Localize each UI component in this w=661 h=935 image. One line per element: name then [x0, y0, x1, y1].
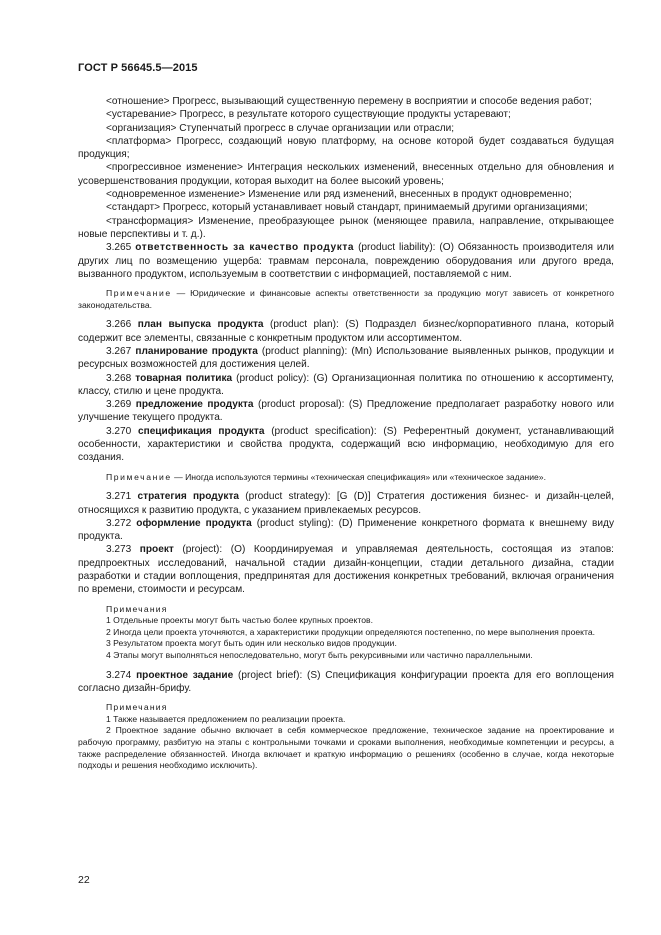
list-item: <одновременное изменение> Изменение или ряд изменений, внесенных в продукт одновременно; [106, 189, 572, 201]
term-name: ответственность за качество продукта [135, 242, 355, 254]
list-item: <трансформация> Изменение, преобразующее рынок (меняющее правила, направление, открывающее новые перспективы и т. д.). [78, 215, 614, 240]
page-number: 22 [78, 874, 90, 886]
term-number: 3.272 [106, 517, 132, 529]
list-item: <платформа> Прогресс, создающий новую платформу, на основе которой будет создаваться будущая продукция; [78, 135, 614, 161]
list-item: <отношение> Прогресс, вызывающий существенную перемену в восприятии и способе ведения работ; [106, 96, 592, 107]
note-item: 2 Иногда цели проекта уточняются, а характеристики продукции определяются постепенно, по мере выполнения проекта. [106, 626, 596, 637]
term-entry-3-273 [78, 543, 614, 596]
term-name: план выпуска продукта [137, 319, 264, 331]
term-number: 3.266 [106, 319, 132, 331]
term-name: оформление продукта [136, 517, 252, 529]
notes-heading: Примечания [106, 603, 168, 614]
note-label: Примечание [106, 471, 172, 482]
term-definition: (product liability): (O) Обязанность производителя или других лиц по возмещению ущерба: травмам персонала, повреждению оборудования или другого вреда, вызванного продуктом, используемым в соответствии с информацией, поставляемой с ним. [78, 242, 615, 280]
term-entry-3-269 [78, 398, 614, 425]
list-item: <организация> Ступенчатый прогресс в случае организации или отрасли; [106, 122, 455, 134]
term-definition: (product plan): (S) Подраздел бизнес/корпоративного плана, который содержит все элементы, связанные с конкретным продуктом или ассортиментом. [78, 319, 614, 344]
term-definition: (project): (O) Координируемая и управляемая деятельность, состоящая из этапов: предпроектных исследований, начальной стадии дизайн-концепции, стадии детального дизайна, стадии разработки и стадии воплощения, предпринятая для достижения конкретных требований, включая ограничения по времени, стоимости и ресурсам. [78, 544, 614, 596]
note-item: 4 Этапы могут выполняться непоследовательно, могут быть рекурсивными или частично параллельными. [106, 649, 533, 660]
term-definition: (product specification): (S) Референтный документ, устанавливающий особенности, характеристики и свойства продукта, содержащий всю информацию, необходимую для его создания. [78, 425, 614, 464]
term-name: планирование продукта [135, 345, 258, 357]
term-name: товарная политика [135, 372, 233, 384]
term-number: 3.270 [106, 425, 132, 437]
term-definition: (product styling): (D) Применение конкретного формата к внешнему виду продукта. [78, 517, 614, 543]
term-entry-3-270 [78, 425, 614, 465]
term-number: 3.268 [106, 372, 132, 384]
term-name: проектное задание [136, 669, 234, 681]
term-definition: (project brief): (S) Спецификация конфигурации проекта для его воплощения согласно дизайн-брифу. [78, 669, 614, 694]
term-number: 3.267 [106, 345, 132, 357]
term-entry-3-271 [78, 490, 614, 517]
notes-heading: Примечания [106, 702, 168, 713]
term-name: проект [139, 544, 174, 556]
term-entry-3-267 [78, 345, 614, 372]
page-content [78, 95, 614, 772]
term-entry-3-274 [78, 669, 614, 696]
note-label: Примечание [106, 288, 172, 299]
note-item: 2 Проектное задание обычно включает в себя коммерческое предложение, техническое задание на проектирование и рабочую программу, разбитую на этапы с контрольными точками и сроками выполнения, необходимые компетенции и ресурсы, а также распределение обязанностей. Иногда включает и краткую информацию о решениях (особенно в случае, когда некоторые подходы и решения необходимо исключить). [78, 725, 614, 771]
term-definition: (product proposal): (S) Предложение предполагает разработку нового или улучшение текущего продукта. [78, 399, 614, 424]
note [78, 472, 614, 484]
term-name: спецификация продукта [137, 425, 265, 437]
document-header: ГОСТ Р 56645.5—2015 [78, 62, 198, 74]
term-entry-3-272 [78, 517, 614, 544]
term-number: 3.273 [106, 544, 132, 556]
term-definition: (product strategy): [G (D)] Стратегия достижения бизнес- и дизайн-целей, относящихся к развитию продукта, с указанием привлекаемых ресурсов. [78, 491, 615, 516]
term-entry-3-268 [78, 372, 614, 399]
term-definition: (product planning): (Mn) Использование выявленных рынков, продукции и ресурсных возможностей для достижения целей. [78, 345, 614, 371]
note-text: — Иногда используются термины «техническая спецификация» или «техническое задание». [171, 471, 546, 482]
term-name: предложение продукта [135, 399, 254, 411]
list-item: <стандарт> Прогресс, который устанавливает новый стандарт, принимаемый другими организациями; [106, 202, 588, 214]
note-item: 1 Также называется предложением по реализации проекта. [106, 713, 346, 724]
term-number: 3.274 [106, 669, 132, 681]
term-number: 3.265 [106, 242, 132, 254]
term-entry-3-266 [78, 318, 614, 345]
note-item: 3 Результатом проекта могут быть один или несколько видов продукции. [106, 638, 397, 649]
term-entry-3-265 [78, 241, 614, 281]
note-item: 1 Отдельные проекты могут быть частью более крупных проектов. [106, 615, 373, 626]
term-definition: (product policy): (G) Организационная политика по отношению к ассортименту, классу, стилю и цене продукта. [78, 372, 614, 397]
term-number: 3.269 [106, 399, 132, 411]
list-item: <устаревание> Прогресс, в результате которого существующие продукты устаревают; [106, 109, 511, 121]
list-item: <прогрессивное изменение> Интеграция нескольких изменений, внесенных отдельно для обновления и усовершенствования продукции, которая выходит на более высокий уровень; [78, 162, 614, 187]
term-name: стратегия продукта [137, 491, 240, 503]
note [78, 288, 614, 311]
term-number: 3.271 [106, 491, 132, 503]
note-text: — Юридические и финансовые аспекты ответственности за продукцию могут зависеть от конкретного законодательства. [78, 288, 614, 310]
